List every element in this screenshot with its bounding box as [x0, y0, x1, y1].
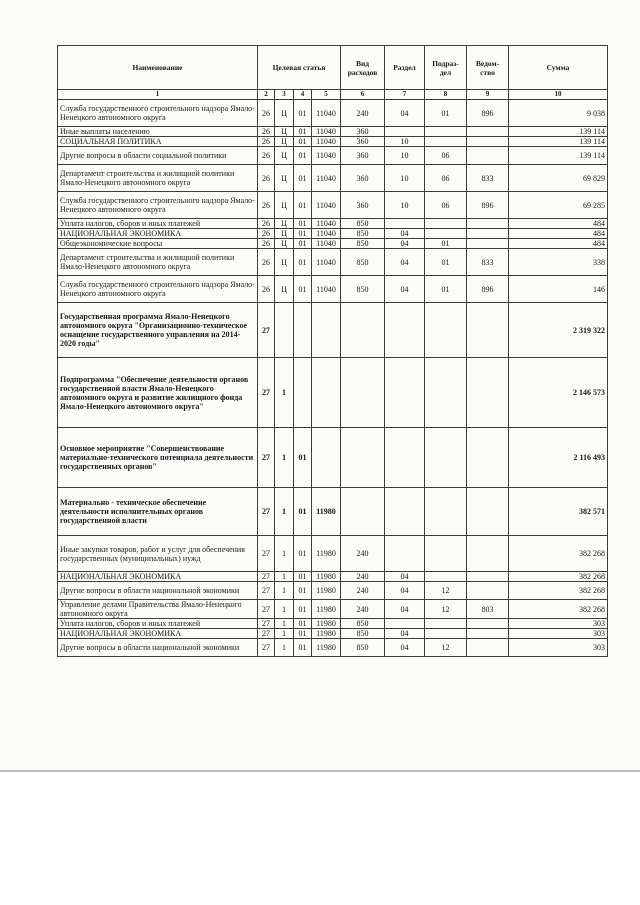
row-code	[467, 582, 509, 600]
row-code: 04	[385, 229, 425, 239]
column-number: 7	[385, 90, 425, 100]
row-code: 26	[258, 276, 275, 303]
row-code: 04	[385, 100, 425, 127]
budget-table	[57, 45, 608, 657]
table-row	[58, 358, 608, 428]
row-code: 11980	[312, 582, 341, 600]
row-code: 01	[294, 428, 312, 488]
row-code	[467, 428, 509, 488]
row-name: Государственная программа Ямало-Ненецкого автономного округа "Организационно-техническое оснащение государственного управления на 2014-2020 годы"	[58, 303, 258, 358]
row-code	[341, 358, 385, 428]
row-code: Ц	[275, 192, 294, 219]
row-code: 04	[385, 582, 425, 600]
row-code	[275, 303, 294, 358]
table-row	[58, 600, 608, 619]
row-code: 11980	[312, 536, 341, 572]
row-sum: 382 268	[509, 536, 608, 572]
row-name: Иные закупки товаров, работ и услуг для обеспечения государственных (муниципальных) нужд	[58, 536, 258, 572]
row-code: 12	[425, 582, 467, 600]
row-code	[425, 137, 467, 147]
row-code	[312, 303, 341, 358]
row-code: 11040	[312, 165, 341, 192]
row-code	[341, 303, 385, 358]
row-sum: 382 268	[509, 600, 608, 619]
row-code: Ц	[275, 239, 294, 249]
row-sum: 484	[509, 239, 608, 249]
row-code	[467, 303, 509, 358]
row-code: 850	[341, 219, 385, 229]
row-code	[425, 629, 467, 639]
row-code	[341, 428, 385, 488]
row-code	[385, 358, 425, 428]
row-sum: 69 829	[509, 165, 608, 192]
row-code: 360	[341, 192, 385, 219]
row-code	[467, 229, 509, 239]
row-code: 26	[258, 229, 275, 239]
row-name: Основное мероприятие "Совершенствование материально-технического потенциала деятельности государственных органов"	[58, 428, 258, 488]
row-code: 27	[258, 572, 275, 582]
row-sum: 303	[509, 639, 608, 657]
row-code: 26	[258, 137, 275, 147]
row-code	[425, 428, 467, 488]
column-number: 6	[341, 90, 385, 100]
row-code: 360	[341, 165, 385, 192]
row-code: 01	[294, 582, 312, 600]
row-code: 240	[341, 536, 385, 572]
row-code: 27	[258, 600, 275, 619]
row-code	[467, 572, 509, 582]
row-code: 27	[258, 619, 275, 629]
row-code: 01	[294, 147, 312, 165]
row-code: Ц	[275, 249, 294, 276]
row-code: 01	[425, 276, 467, 303]
table-row	[58, 219, 608, 229]
row-code: 01	[294, 276, 312, 303]
row-code	[294, 358, 312, 428]
row-code: 01	[294, 619, 312, 629]
table-row	[58, 639, 608, 657]
row-code: 27	[258, 582, 275, 600]
table-row	[58, 100, 608, 127]
row-code: Ц	[275, 147, 294, 165]
row-code: 01	[294, 629, 312, 639]
row-name: Подпрограмма "Обеспечение деятельности органов государственной власти Ямало-Ненецкого автономного округа и развитие жилищного фонда Ямало-Ненецкого автономного округа"	[58, 358, 258, 428]
row-code: 896	[467, 276, 509, 303]
row-code: Ц	[275, 137, 294, 147]
row-code: 10	[385, 192, 425, 219]
row-code	[425, 219, 467, 229]
row-code: 240	[341, 100, 385, 127]
row-sum: 303	[509, 619, 608, 629]
row-code: 850	[341, 239, 385, 249]
row-code: 04	[385, 572, 425, 582]
row-code	[467, 219, 509, 229]
row-code: 06	[425, 192, 467, 219]
row-code	[467, 619, 509, 629]
row-code: 04	[385, 249, 425, 276]
row-code: 01	[294, 219, 312, 229]
row-code: 896	[467, 100, 509, 127]
row-code: 10	[385, 165, 425, 192]
row-code: 27	[258, 639, 275, 657]
row-code: 01	[294, 488, 312, 536]
row-code: 26	[258, 100, 275, 127]
row-sum: 382 268	[509, 582, 608, 600]
row-code	[467, 127, 509, 137]
header-name: Наименование	[58, 46, 258, 90]
table-body	[58, 100, 608, 657]
table-row	[58, 488, 608, 536]
table-row	[58, 276, 608, 303]
table-row	[58, 572, 608, 582]
row-name: Уплата налогов, сборов и иных платежей	[58, 619, 258, 629]
row-code: 1	[275, 582, 294, 600]
header-sum: Сумма	[509, 46, 608, 90]
row-code	[425, 619, 467, 629]
header-subsection: Подраз-дел	[425, 46, 467, 90]
row-code	[467, 488, 509, 536]
row-code	[467, 239, 509, 249]
row-name: Департамент строительства и жилищной политики Ямало-Ненецкого автономного округа	[58, 165, 258, 192]
column-number-row	[58, 90, 608, 100]
row-sum: 303	[509, 629, 608, 639]
row-code: 11980	[312, 488, 341, 536]
row-code: 04	[385, 600, 425, 619]
row-sum: 2 116 493	[509, 428, 608, 488]
row-code: 06	[425, 147, 467, 165]
table-row	[58, 619, 608, 629]
row-code: 01	[425, 100, 467, 127]
row-code: Ц	[275, 127, 294, 137]
row-code: 11040	[312, 192, 341, 219]
row-code: 01	[294, 192, 312, 219]
column-number: 1	[58, 90, 258, 100]
row-name: Общеэкономические вопросы	[58, 239, 258, 249]
row-code: 11040	[312, 100, 341, 127]
row-code: 850	[341, 276, 385, 303]
row-code: 360	[341, 127, 385, 137]
row-code	[467, 629, 509, 639]
row-code: 01	[294, 100, 312, 127]
row-code: 803	[467, 600, 509, 619]
row-code	[467, 147, 509, 165]
row-code: 27	[258, 629, 275, 639]
row-sum: 146	[509, 276, 608, 303]
row-code: 1	[275, 600, 294, 619]
row-code: 850	[341, 629, 385, 639]
row-code: 01	[294, 249, 312, 276]
row-sum: 2 319 322	[509, 303, 608, 358]
header-type: Вид расходов	[341, 46, 385, 90]
row-code: 26	[258, 192, 275, 219]
row-code: 11980	[312, 572, 341, 582]
page-bottom-margin	[0, 772, 640, 905]
row-code: 1	[275, 428, 294, 488]
row-code	[385, 488, 425, 536]
row-sum: 484	[509, 229, 608, 239]
row-name: Служба государственного строительного надзора Ямало-Ненецкого автономного округа	[58, 192, 258, 219]
table-row	[58, 303, 608, 358]
row-code: 27	[258, 358, 275, 428]
row-code: 833	[467, 165, 509, 192]
column-number: 4	[294, 90, 312, 100]
row-name: НАЦИОНАЛЬНАЯ ЭКОНОМИКА	[58, 229, 258, 239]
row-code	[385, 127, 425, 137]
row-name: Другие вопросы в области социальной политики	[58, 147, 258, 165]
table-row	[58, 137, 608, 147]
row-code: 11040	[312, 239, 341, 249]
table-row	[58, 192, 608, 219]
row-name: Управление делами Правительства Ямало-Ненецкого автономного округа	[58, 600, 258, 619]
row-code: 26	[258, 219, 275, 229]
row-sum: 382 268	[509, 572, 608, 582]
row-code: Ц	[275, 165, 294, 192]
row-sum: 484	[509, 219, 608, 229]
row-code	[425, 488, 467, 536]
row-code: 240	[341, 582, 385, 600]
row-code	[385, 303, 425, 358]
row-code: 11980	[312, 639, 341, 657]
row-code: 11040	[312, 249, 341, 276]
row-code: 06	[425, 165, 467, 192]
row-code: 04	[385, 629, 425, 639]
row-code: 01	[294, 239, 312, 249]
row-code: 1	[275, 488, 294, 536]
row-name: Другие вопросы в области национальной экономики	[58, 639, 258, 657]
table-row	[58, 165, 608, 192]
row-code	[385, 428, 425, 488]
row-code: 1	[275, 639, 294, 657]
row-code: 360	[341, 147, 385, 165]
row-code: 01	[294, 600, 312, 619]
table-row	[58, 428, 608, 488]
row-code: 04	[385, 276, 425, 303]
row-code	[425, 303, 467, 358]
row-name: НАЦИОНАЛЬНАЯ ЭКОНОМИКА	[58, 572, 258, 582]
row-code: 27	[258, 303, 275, 358]
row-code: 850	[341, 229, 385, 239]
row-code: 240	[341, 572, 385, 582]
table-row	[58, 629, 608, 639]
row-sum: 139 114	[509, 127, 608, 137]
row-code: 10	[385, 137, 425, 147]
row-code: 11980	[312, 619, 341, 629]
row-code: 11980	[312, 629, 341, 639]
row-name: НАЦИОНАЛЬНАЯ ЭКОНОМИКА	[58, 629, 258, 639]
row-code: 850	[341, 619, 385, 629]
row-name: Другие вопросы в области национальной экономики	[58, 582, 258, 600]
row-code: 833	[467, 249, 509, 276]
row-code: 26	[258, 239, 275, 249]
row-code: 01	[294, 572, 312, 582]
row-code: 11040	[312, 219, 341, 229]
row-code	[425, 229, 467, 239]
row-sum: 9 038	[509, 100, 608, 127]
table-row	[58, 249, 608, 276]
row-sum: 69 285	[509, 192, 608, 219]
header-row	[58, 46, 608, 90]
row-code: 27	[258, 488, 275, 536]
table-row	[58, 229, 608, 239]
row-code: 01	[425, 239, 467, 249]
row-code: 26	[258, 165, 275, 192]
column-number: 3	[275, 90, 294, 100]
row-code	[467, 137, 509, 147]
row-code: 01	[294, 639, 312, 657]
row-code	[294, 303, 312, 358]
row-code: 01	[294, 127, 312, 137]
table-row	[58, 127, 608, 137]
column-number: 5	[312, 90, 341, 100]
row-code: 26	[258, 127, 275, 137]
row-code: 1	[275, 358, 294, 428]
row-code	[467, 639, 509, 657]
row-code: 850	[341, 639, 385, 657]
row-code: 11040	[312, 229, 341, 239]
header-section: Раздел	[385, 46, 425, 90]
row-code: 1	[275, 536, 294, 572]
row-name: Уплата налогов, сборов и иных платежей	[58, 219, 258, 229]
table-row	[58, 536, 608, 572]
row-code	[385, 619, 425, 629]
row-code: Ц	[275, 276, 294, 303]
row-code	[341, 488, 385, 536]
row-code: 360	[341, 137, 385, 147]
row-code: 11040	[312, 147, 341, 165]
row-code: Ц	[275, 219, 294, 229]
row-sum: 338	[509, 249, 608, 276]
row-code: 04	[385, 639, 425, 657]
row-code	[312, 358, 341, 428]
row-code: 1	[275, 572, 294, 582]
row-code: 11040	[312, 127, 341, 137]
row-code: 01	[294, 536, 312, 572]
header-ministry: Ведом-ство	[467, 46, 509, 90]
row-sum: 382 571	[509, 488, 608, 536]
table-row	[58, 239, 608, 249]
row-name: Материально - техническое обеспечение деятельности исполнительных органов государственной власти	[58, 488, 258, 536]
row-code	[425, 127, 467, 137]
row-code: Ц	[275, 229, 294, 239]
row-name: Служба государственного строительного надзора Ямало-Ненецкого автономного округа	[58, 100, 258, 127]
row-code	[425, 358, 467, 428]
table-row	[58, 147, 608, 165]
header-target: Целевая статья	[258, 46, 341, 90]
row-code: 1	[275, 629, 294, 639]
row-code	[385, 219, 425, 229]
table-row	[58, 582, 608, 600]
row-code: 04	[385, 239, 425, 249]
row-code: 01	[425, 249, 467, 276]
column-number: 2	[258, 90, 275, 100]
row-code: Ц	[275, 100, 294, 127]
column-number: 8	[425, 90, 467, 100]
row-code	[385, 536, 425, 572]
row-code	[425, 572, 467, 582]
row-code	[312, 428, 341, 488]
row-code	[467, 358, 509, 428]
row-code: 11980	[312, 600, 341, 619]
row-sum: 139 114	[509, 147, 608, 165]
row-code: 01	[294, 137, 312, 147]
row-code: 01	[294, 229, 312, 239]
row-code: 11040	[312, 137, 341, 147]
row-name: СОЦИАЛЬНАЯ ПОЛИТИКА	[58, 137, 258, 147]
column-number: 10	[509, 90, 608, 100]
row-code	[425, 536, 467, 572]
row-code: 01	[294, 165, 312, 192]
row-code: 10	[385, 147, 425, 165]
row-code: 1	[275, 619, 294, 629]
row-code: 850	[341, 249, 385, 276]
row-code: 11040	[312, 276, 341, 303]
row-sum: 2 146 573	[509, 358, 608, 428]
row-code: 26	[258, 147, 275, 165]
row-code: 12	[425, 639, 467, 657]
row-code: 240	[341, 600, 385, 619]
row-name: Служба государственного строительного надзора Ямало-Ненецкого автономного округа	[58, 276, 258, 303]
row-code: 26	[258, 249, 275, 276]
row-code: 27	[258, 428, 275, 488]
row-name: Департамент строительства и жилищной политики Ямало-Ненецкого автономного округа	[58, 249, 258, 276]
row-code: 12	[425, 600, 467, 619]
row-code: 27	[258, 536, 275, 572]
row-code	[467, 536, 509, 572]
row-sum: 139 114	[509, 137, 608, 147]
row-name: Иные выплаты населению	[58, 127, 258, 137]
row-code: 896	[467, 192, 509, 219]
column-number: 9	[467, 90, 509, 100]
